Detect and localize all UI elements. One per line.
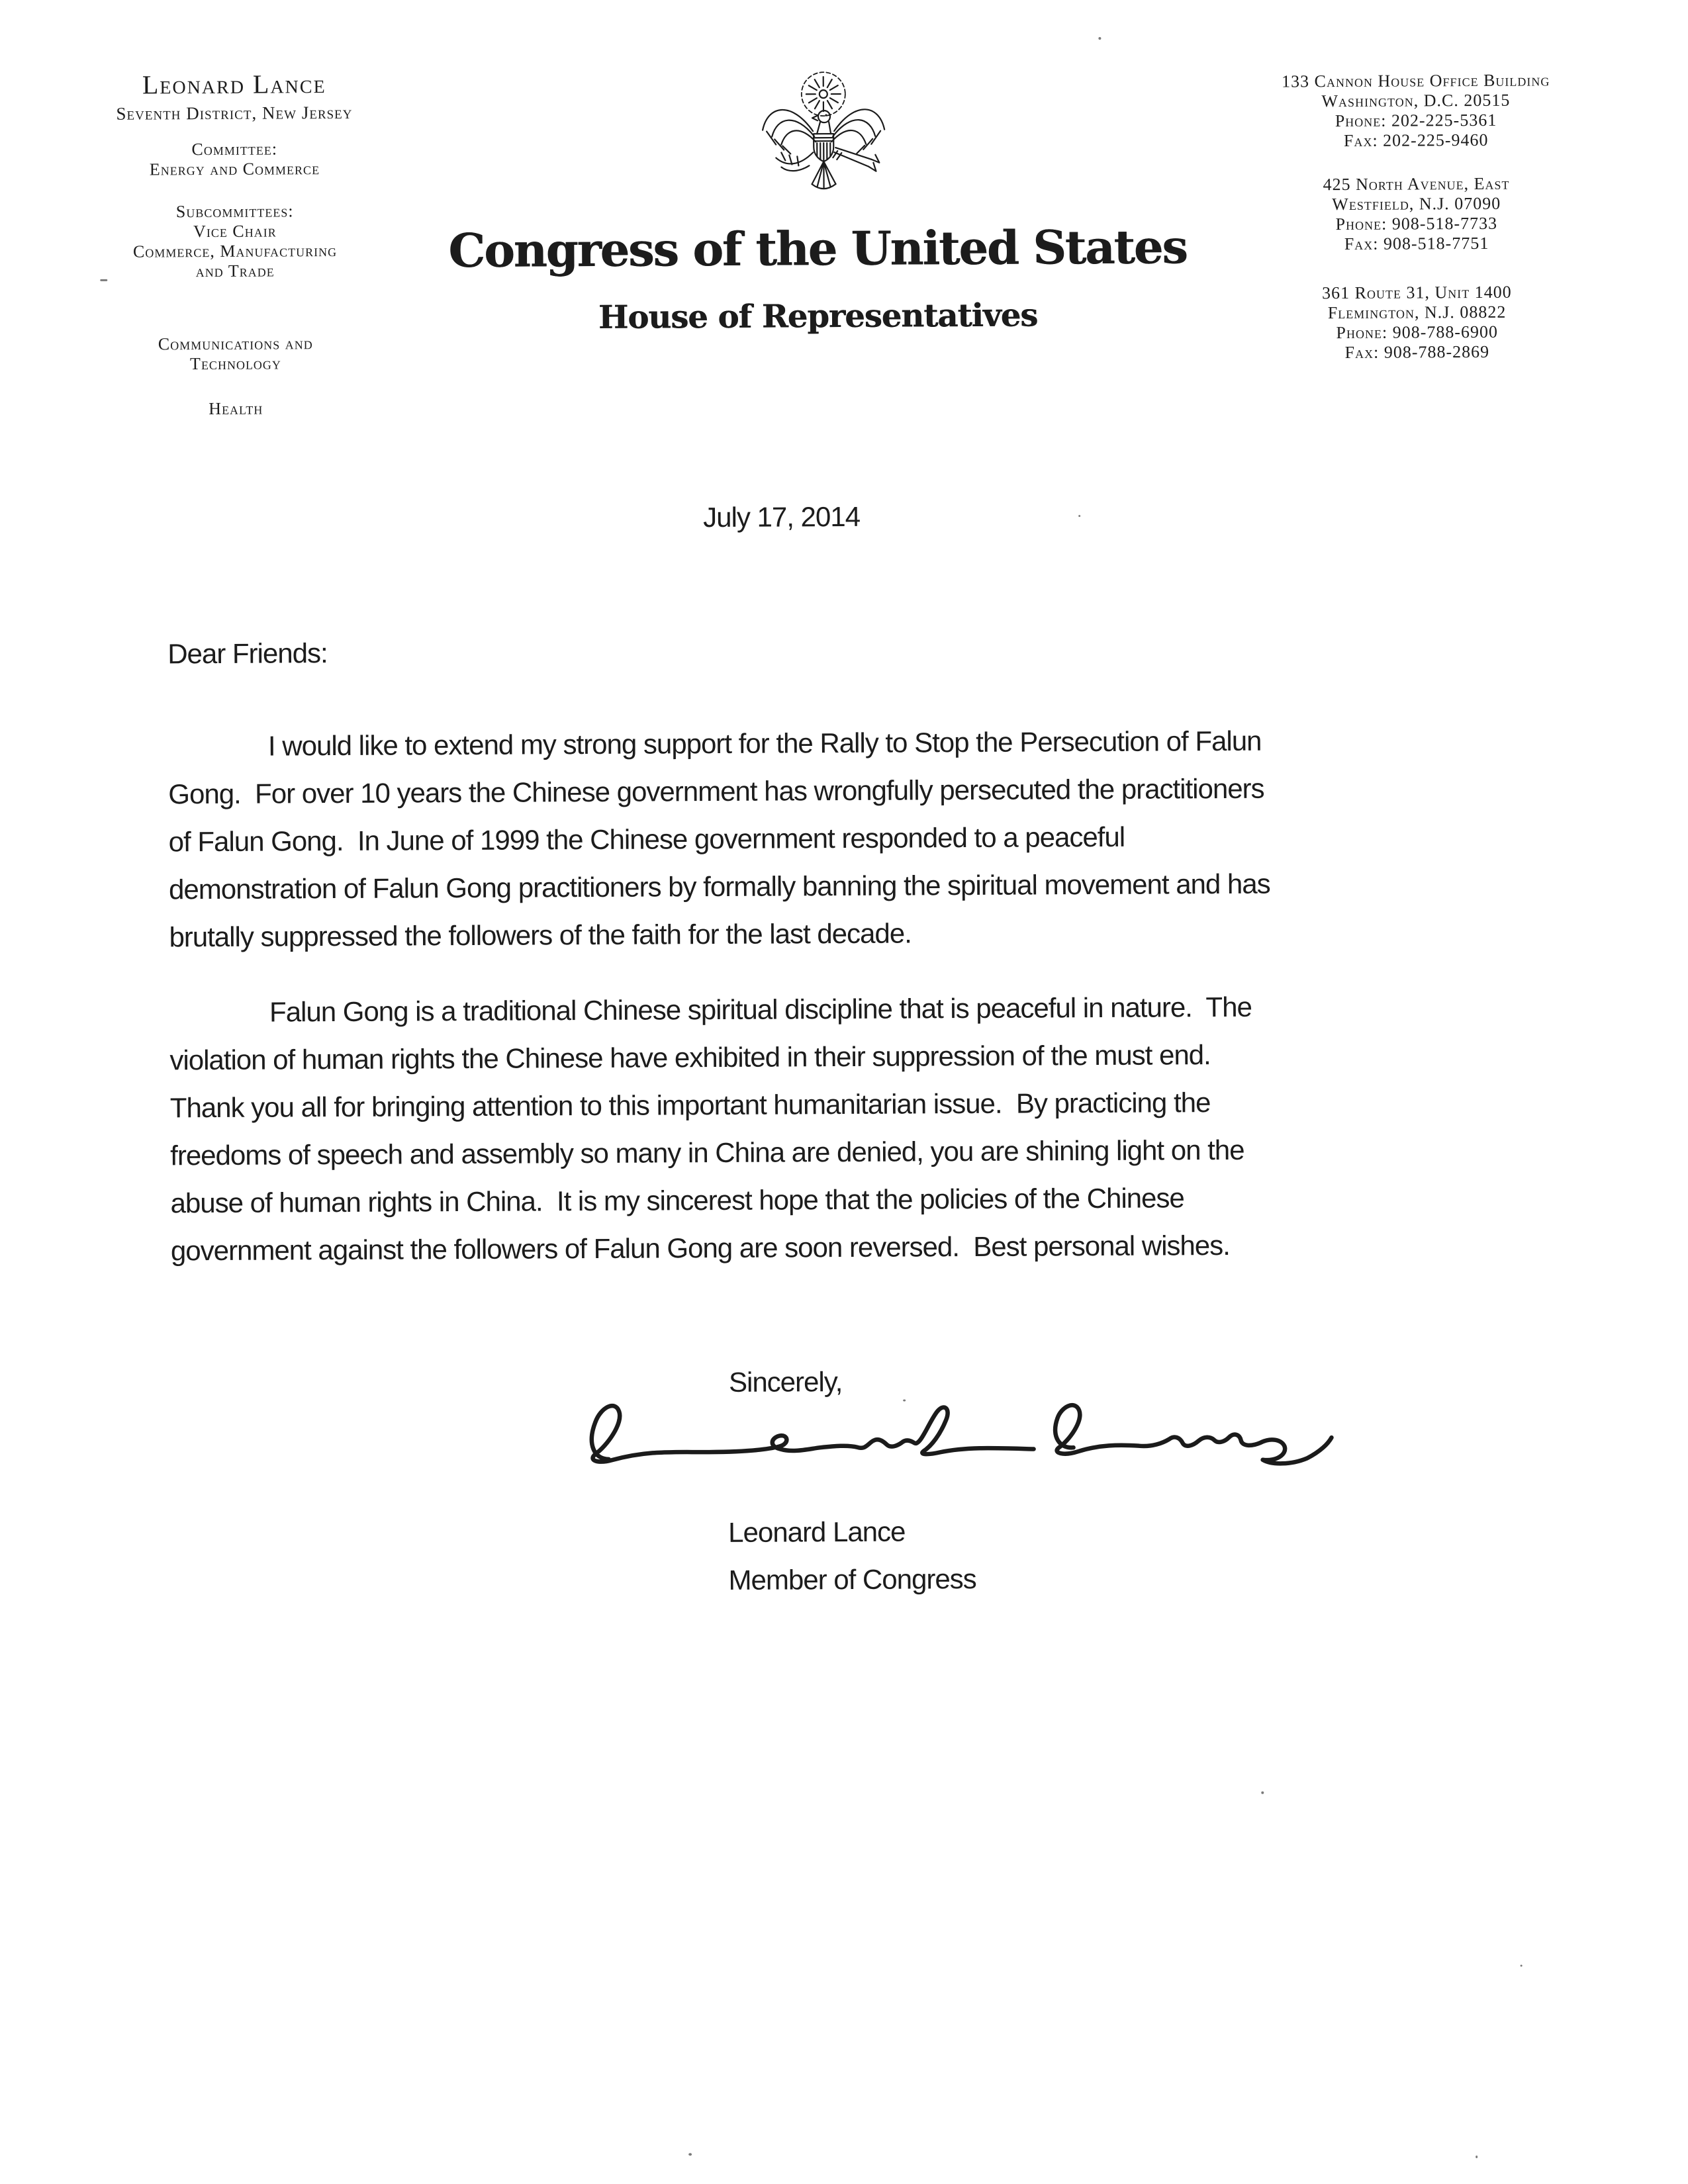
great-seal-icon [757, 68, 890, 207]
committee-group [75, 139, 393, 181]
scan-speck [688, 2153, 692, 2156]
salutation: Dear Friends: [167, 637, 328, 670]
subcommittee-commerce-line1: Commerce, Manufacturing [132, 240, 338, 261]
office-dc-fax: Fax: 202-225-9460 [1343, 130, 1489, 151]
office-flemington-phone: Phone: 908-788-6900 [1336, 322, 1499, 343]
office-westfield-fax: Fax: 908-518-7751 [1344, 233, 1489, 254]
letter-date: July 17, 2014 [703, 500, 861, 533]
committee-label: Committee: [191, 139, 278, 159]
committee-name: Energy and Commerce [149, 159, 320, 179]
scan-speck [1098, 37, 1101, 40]
office-flemington-address: 361 Route 31, Unit 1400 [1322, 282, 1512, 303]
subcommittees-label: Subcommittees: [175, 201, 294, 222]
subcommittee-commerce-line2: and Trade [195, 261, 275, 281]
house-title: House of Representatives [598, 296, 1038, 336]
scan-speck [1476, 2156, 1477, 2158]
office-dc-group [1234, 70, 1599, 152]
paragraph-1: I would like to extend my strong support for the Rally to Stop the Persecution of Falun Gong. For over 10 years the Chinese government has wrongfully persecuted the practitioners of Falun Gong. In June of 1999 the Chinese government responded to a peaceful demonstration of Falun Gong practitioners by formally banning the spiritual movement and has brutally suppressed the followers of the faith for the last decade. [168, 725, 1270, 953]
subcommittee-communications-group [77, 334, 395, 375]
signature-script [569, 1377, 1340, 1497]
district-line: Seventh District, New Jersey [116, 102, 353, 124]
office-flemington-city: Flemington, N.J. 08822 [1327, 302, 1507, 323]
subcommittees-group [76, 201, 395, 283]
subcommittee-communications-line1: Communications and [158, 334, 313, 354]
letterhead-right-block [1234, 70, 1599, 363]
congress-title: Congress of the United States [448, 219, 1187, 279]
closing-sincerely: Sincerely, [728, 1366, 843, 1398]
scan-speck [1261, 1792, 1264, 1794]
office-westfield-phone: Phone: 908-518-7733 [1335, 213, 1498, 234]
subcommittee-health: Health [209, 398, 263, 419]
paragraph-2: Falun Gong is a traditional Chinese spiritual discipline that is peaceful in nature. The violation of human rights the Chinese have exhibited in their suppression of the must end. Thank you all for bringing attention to this important humanitarian issue. By practicing the freedoms of speech and assembly so many in China are denied, you are shining light on the abuse of human rights in China. It is my sincerest hope that the policies of the Chinese government against the followers of Falun Gong are soon reversed. Best personal wishes. [169, 991, 1252, 1267]
office-flemington-fax: Fax: 908-788-2869 [1344, 341, 1490, 363]
typed-title: Member of Congress [728, 1563, 976, 1596]
office-dc-address: 133 Cannon House Office Building [1282, 70, 1550, 91]
office-flemington-group [1235, 282, 1599, 363]
letterhead-left-block [75, 69, 395, 420]
office-westfield-city: Westfield, N.J. 07090 [1332, 193, 1501, 214]
subcommittee-communications-line2: Technology [189, 353, 281, 374]
scan-speck [1521, 1965, 1523, 1967]
office-dc-city: Washington, D.C. 20515 [1321, 90, 1511, 111]
office-westfield-address: 425 North Avenue, East [1323, 173, 1510, 195]
office-dc-phone: Phone: 202-225-5361 [1335, 110, 1497, 131]
subcommittee-role: Vice Chair [193, 221, 277, 242]
member-name-heading: Leonard Lance [142, 69, 326, 100]
scan-speck [903, 1400, 906, 1402]
scan-speck [100, 279, 107, 281]
subcommittee-health-group [77, 398, 395, 420]
scan-speck [1078, 515, 1080, 517]
office-westfield-group [1234, 173, 1599, 255]
typed-name: Leonard Lance [728, 1516, 906, 1548]
